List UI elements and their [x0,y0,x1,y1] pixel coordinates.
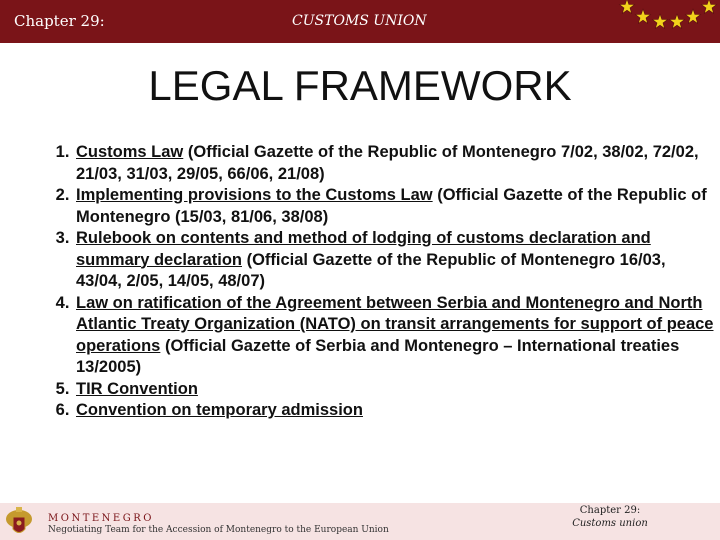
act-title: TIR Convention [76,379,198,398]
act-details: (Official Gazette of the Republic of Montenegro 16/03, 43/04, 2/05, 14/05, 48/07) [76,250,666,290]
act-details: (Official Gazette of the Republic of Montenegro (15/03, 81/06, 38/08) [76,186,707,226]
list-item [74,228,714,293]
header-topic: CUSTOMS UNION [292,13,427,29]
act-details: (Official Gazette of Serbia and Montenegro – International treaties 13/2005) [76,336,680,376]
act-title: Implementing provisions to the Customs Law [76,186,433,204]
act-title: Law on ratification of the Agreement between Serbia and Montenegro and North Atlantic Treaty Organization (NATO) on transit arrangements for support of peace operations [76,293,714,355]
eu-stars-icon [612,0,720,34]
footer-country: MONTENEGRO [48,513,154,524]
footer-chapter-label: Chapter 29: [579,505,641,516]
slide-title: LEGAL FRAMEWORK [148,62,572,109]
act-title: Convention on temporary admission [76,401,363,419]
coat-of-arms-icon [4,505,34,539]
legal-acts-list [48,142,714,422]
list-item [74,400,714,422]
footer-team: Negotiating Team for the Accession of Montenegro to the European Union [48,525,389,535]
act-details: (Official Gazette of the Republic of Montenegro 7/02, 38/02, 72/02, 21/03, 31/03, 29/05, 66/06, 21/08) [76,143,699,183]
header-chapter: Chapter 29: [14,12,105,30]
footer-chapter-topic: Customs union [572,518,648,529]
list-item [74,379,714,401]
act-title: Rulebook on contents and method of lodging of customs declaration and summary declaration [76,229,651,269]
list-item [74,142,714,185]
act-title: Customs Law [76,143,184,161]
list-item [74,185,714,228]
list-item [74,293,714,379]
footer-chapter [560,504,660,530]
